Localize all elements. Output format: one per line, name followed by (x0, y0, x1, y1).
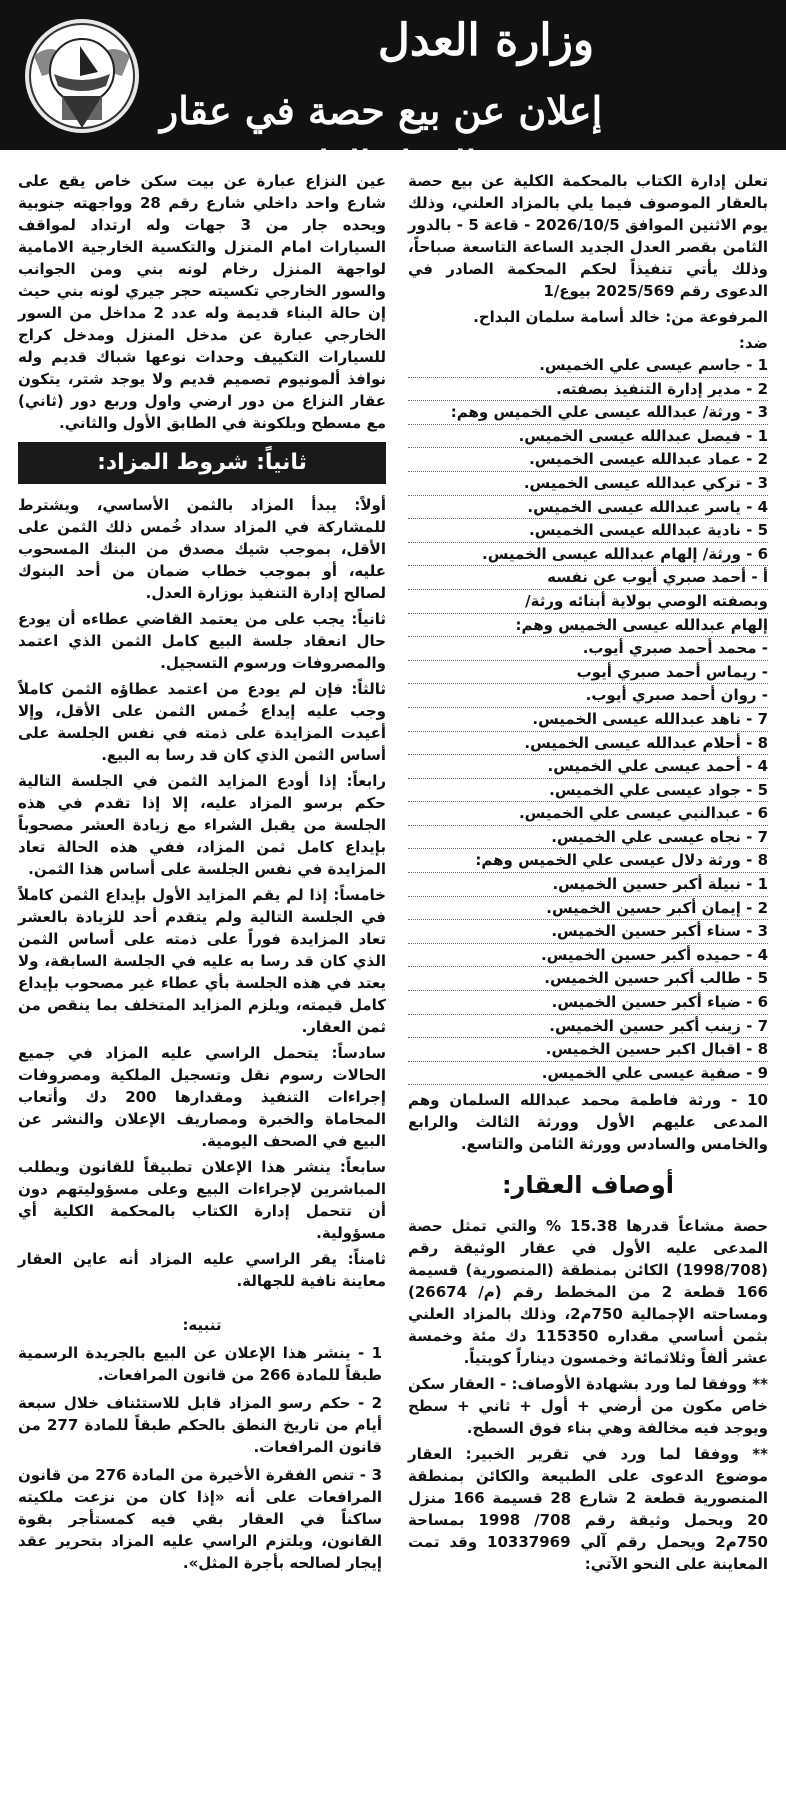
condition-item: أولاً: يبدأ المزاد بالثمن الأساسي، ويشترط للمشاركة في المزاد سداد خُمس ذلك الثمن على الأقل، بموجب شيك مصدق من البنك المسحوب عليه، أو بموجب خطاب ضمان من أحد البنوك لصالح إدارة التنفيذ بوزارة العدل. (18, 496, 386, 602)
list-item: 2 - عماد عبدالله عيسى الخميس. (408, 448, 768, 472)
list-item: 6 - عبدالنبي عيسى علي الخميس. (408, 802, 768, 826)
list-item: 1 - نبيلة أكبر حسين الخميس. (408, 873, 768, 897)
list-item: 5 - طالب أكبر حسين الخميس. (408, 967, 768, 991)
list-item: 2 - مدير إدارة التنفيذ بصفته. (408, 378, 768, 402)
list-item: 3 - سناء أكبر حسين الخميس. (408, 920, 768, 944)
condition-item: ثامناً: يقر الراسي عليه المزاد أنه عاين العقار معاينة نافية للجهالة. (18, 1250, 386, 1290)
list-item: 5 - نادية عبدالله عيسى الخميس. (408, 519, 768, 543)
list-item: 3 - تركي عبدالله عيسى الخميس. (408, 472, 768, 496)
list-item: 8 - أحلام عبدالله عيسى الخميس. (408, 732, 768, 756)
property-continued: عين النزاع عبارة عن بيت سكن خاص يقع على شارع واحد داخلي شارع رقم 28 وواجهته جنوبية ويحده جار من 3 جهات وله ارتداد لمواقف السيارات امام المنزل والتكسية الخارجية الامامية لواجهة المنزل رخام لونه بني ومن الجوانب والسور الخارجي تكسيته حجر جيري لونه بني حيث إن حالة البناء قديمة وله عدد 2 مداخل من السور الخارجي عبارة عن مدخل المنزل ومدخل كراج للسيارات التكييف وحدات نوعها شباك قديم وله نوافذ ألمونيوم تصميم قديم ولا يوجد شتر، يتكون عقار النزاع من دور ارضي واول وربع دور (ثاني) مع مسطح وبلكونة في الطابق الأول والثاني. (18, 172, 387, 432)
property-note-certificate: ** ووفقا لما ورد بشهادة الأوصاف: - العقار سكن خاص مكون من أرضي + أول + ثاني + سطح ويوجد فيه مخالفة وهي بناء فوق السطح. (408, 1375, 768, 1438)
intro-paragraph: تعلن إدارة الكتاب بالمحكمة الكلية عن بيع حصة بالعقار الموصوف فيما يلي بالمزاد العلني، وذلك يوم الاثنين الموافق 2026/10/5 - قاعة 5 - بالدور الثامن بقصر العدل الجديد الساعة التاسعة صباحاً، وذلك يأتي تنفيذاً لحكم المحكمة الصادر في الدعوى رقم 2025/569 بيوع/1 (408, 172, 768, 300)
right-column (408, 170, 768, 1579)
kuwait-emblem-icon (22, 16, 142, 136)
party-10-line: 10 - ورثة فاطمة محمد عبدالله السلمان وهم المدعى عليهم الأول وورثة الثالث والرابع والخامس والسادس وورثة الثامن والتاسع. (408, 1091, 768, 1154)
conditions-heading: ثانياً: شروط المزاد: (18, 442, 386, 484)
list-item: 6 - ورثة/ إلهام عبدالله عيسى الخميس. (408, 543, 768, 567)
condition-item: خامساً: إذا لم يقم المزايد الأول بإيداع الثمن كاملاً في الجلسة التالية ولم يتقدم أحد للزيادة بالعشر تعاد المزايدة فوراً على ذمته على أساس الثمن الذي كان قد رسا به عليه في الجلسة السابقة، ولا يعتد في هذه الجلسة بأي عطاء غير مصحوب بإيداع كامل قيمته، ويلزم المزايد المتخلف بما ينقص من ثمن العقار. (18, 886, 386, 1036)
list-item: - محمد أحمد صبري أيوب. (408, 637, 768, 661)
list-item: 4 - أحمد عيسى علي الخميس. (408, 755, 768, 779)
note-item: 1 - ينشر هذا الإعلان عن البيع بالجريدة الرسمية طبقاً للمادة 266 من قانون المرافعات. (18, 1344, 382, 1384)
list-item: 6 - ضياء أكبر حسين الخميس. (408, 991, 768, 1015)
left-column (18, 170, 386, 1580)
list-item: 2 - إيمان أكبر حسين الخميس. (408, 897, 768, 921)
condition-item: رابعاً: إذا أودع المزايد الثمن في الجلسة التالية حكم برسو المزاد عليه، إلا إذا تقدم في هذه الجلسة من يقبل الشراء مع زيادة العشر مصحوباً بإيداع كامل ثمن المزاد، ففي هذه الحالة تعاد المزايدة في نفس الجلسة على أساس هذا الثمن. (18, 772, 386, 878)
plaintiff-line: المرفوعة من: خالد أسامة سلمان البداح. (473, 308, 768, 326)
condition-item: سادساً: يتحمل الراسي عليه المزاد في جميع الحالات رسوم نقل وتسجيل الملكية ومصروفات إجراءات التنفيذ ومقدارها 200 دك وأتعاب المحاماة والخبرة ومصاريف الإعلان والنشر عن البيع في الصحف اليومية. (18, 1044, 386, 1150)
list-item: 7 - زينب أكبر حسين الخميس. (408, 1015, 768, 1039)
property-note-expert: ** ووفقا لما ورد في تقرير الخبير: العقار موضوع الدعوى على الطبيعة والكائن بمنطقة المنصورية قطعة 2 شارع 28 قسيمة 166 منزل 20 ويحمل وثيقة رقم 708/ 1998 بمساحة 750م2 ويحمل رقم آلي 10337969 وقد تمت المعاينة على النحو الآتي: (408, 1445, 769, 1574)
ministry-title: وزارة العدل (377, 15, 595, 66)
list-item: 4 - حميده أكبر حسين الخميس. (408, 944, 768, 968)
list-item: 8 - اقبال اكبر حسين الخميس. (408, 1038, 768, 1062)
list-item: 1 - فيصل عبدالله عيسى الخميس. (408, 425, 768, 449)
list-item: 9 - صفية عيسى علي الخميس. (408, 1062, 768, 1086)
note-item: 2 - حكم رسو المزاد قابل للاستئناف خلال سبعة أيام من تاريخ النطق بالحكم طبقاً للمادة 277 من قانون المرافعات. (18, 1394, 382, 1456)
list-item: أ - أحمد صبري أيوب عن نفسه (408, 566, 768, 590)
list-item: 7 - ناهد عبدالله عيسى الخميس. (408, 708, 768, 732)
condition-item: ثالثاً: فإن لم يودع من اعتمد عطاؤه الثمن كاملاً وجب عليه إيداع خُمس الثمن على الأقل، وإلا أعيدت المزايدة على ذمته في نفس الجلسة على أساس الثمن الذي كان قد رسا به البيع. (18, 680, 386, 764)
list-item: 1 - جاسم عيسى علي الخميس. (408, 354, 768, 378)
list-item: 3 - ورثة/ عبدالله عيسى علي الخميس وهم: (408, 401, 768, 425)
list-item: 8 - ورثة دلال عيسى علي الخميس وهم: (408, 849, 768, 873)
list-item: 5 - جواد عيسى علي الخميس. (408, 779, 768, 803)
property-description: حصة مشاعاً قدرها 15.38 % والتي تمثل حصة المدعى عليه الأول في عقار الوثيقة رقم (1998/708) الكائن بمنطقة (المنصورية) قسيمة 166 قطعة 2 من المخطط رقم (م/ 26674) ومساحته الإجمالية 750م2، وذلك بالمزاد العلني بثمن أساسي مقداره 115350 دك مئة وخمسة عشر ألفاً وثلاثمائة وخمسون ديناراً كويتياً. (408, 1217, 769, 1368)
announcement-title: إعلان عن بيع حصة في عقار بالمزاد العلني (159, 88, 603, 187)
list-item: 4 - ياسر عبدالله عيسى الخميس. (408, 496, 768, 520)
against-label: ضد: (738, 334, 768, 352)
list-item: إلهام عبدالله عيسى الخميس وهم: (408, 614, 768, 638)
condition-item: سابعاً: ينشر هذا الإعلان تطبيقاً للقانون ويطلب المباشرين لإجراءات البيع وعلى مسؤوليتهم دون أن تتحمل إدارة الكتاب بالمحكمة الكلية أي مسؤولية. (18, 1158, 386, 1242)
note-item: 3 - تنص الفقرة الأخيرة من المادة 276 من قانون المرافعات على أنه «إذا كان من نزعت ملكيته ساكناً في العقار بقي فيه كمستأجر بقوة القانون، ويلتزم الراسي عليه المزاد بتحرير عقد إيجار لصالحه بأجرة المثل». (18, 1466, 382, 1572)
notes-title: تنبيه: (182, 1316, 222, 1334)
list-item: وبصفته الوصي بولاية أبنائه ورثة/ (408, 590, 768, 614)
list-item: - ريماس أحمد صبري أيوب (408, 661, 768, 685)
condition-item: ثانياً: يجب على من يعتمد القاضي عطاءه أن يودع حال انعقاد جلسة البيع كامل الثمن الذي اعتمد والمصروفات ورسوم التسجيل. (18, 610, 386, 672)
parties-list (408, 354, 768, 1085)
header-bar (0, 0, 786, 187)
list-item: - روان أحمد صبري أيوب. (408, 684, 768, 708)
property-heading: أوصاف العقار: (501, 1171, 675, 1200)
list-item: 7 - نجاه عيسى علي الخميس. (408, 826, 768, 850)
